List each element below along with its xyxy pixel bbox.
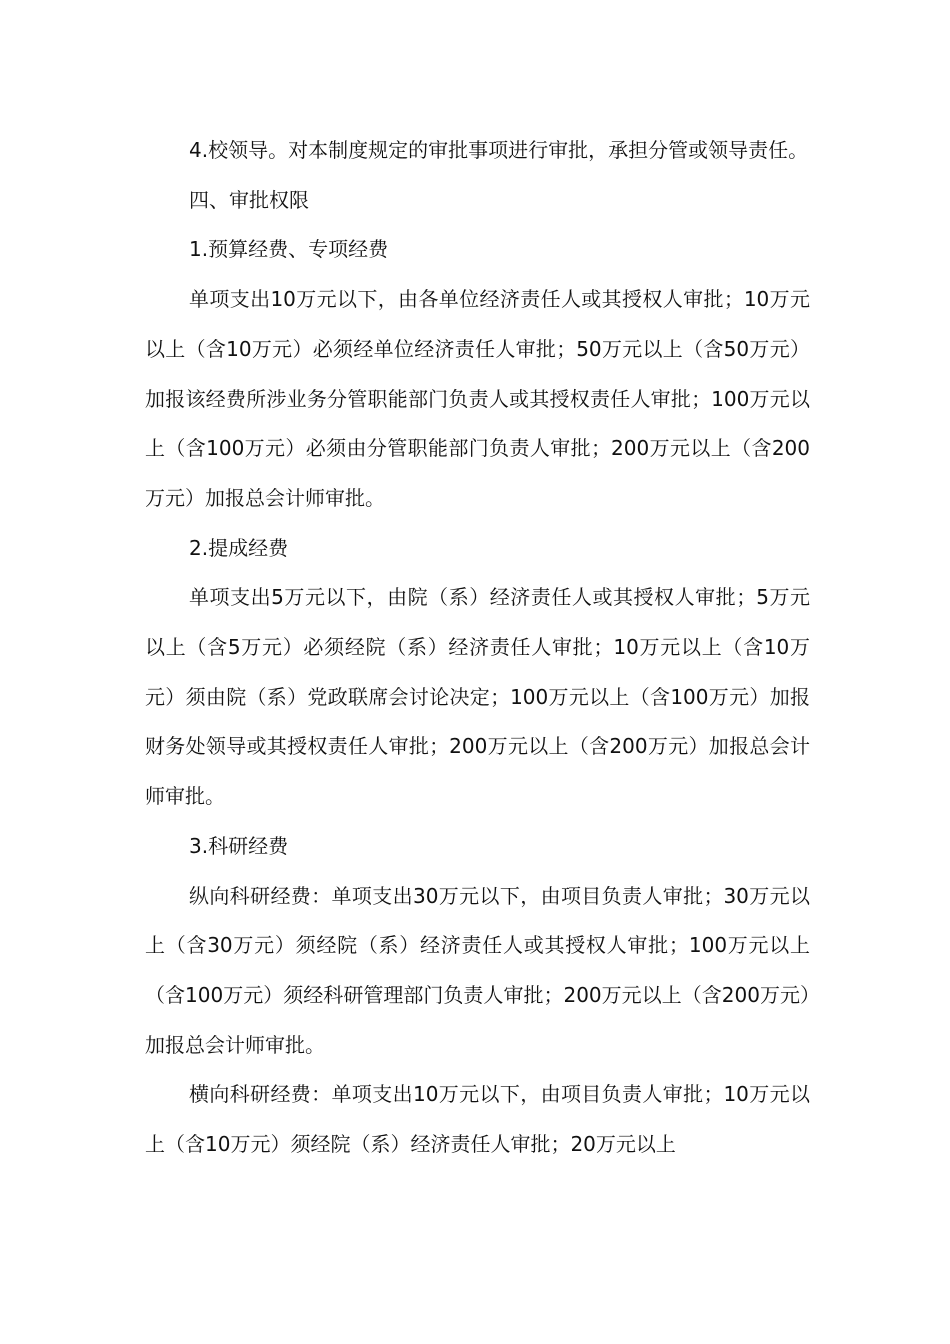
document-body	[145, 126, 810, 1170]
subheading-budget-funds: 1.预算经费、专项经费	[189, 237, 389, 262]
paragraph-school-leaders: 4.校领导。对本制度规定的审批事项进行审批，承担分管或领导责任。	[189, 138, 809, 162]
paragraph-vertical-research-funds: 纵向科研经费：单项支出30万元以下，由项目负责人审批；30万元以上（含30万元）须经院（系）经济责任人或其授权人审批；100万元以上（含100万元）须经科研管理部门负责人审批；200万元以上（含200万元）加报总会计师审批。	[145, 883, 810, 1057]
paragraph-commission-funds-rules: 单项支出5万元以下，由院（系）经济责任人或其授权人审批；5万元以上（含5万元）必须经院（系）经济责任人审批；10万元以上（含10万元）须由院（系）党政联席会讨论决定；100万元以上（含100万元）加报财务处领导或其授权责任人审批；200万元以上（含200万元）加报总会计师审批。	[145, 585, 810, 809]
paragraph-horizontal-research-funds: 横向科研经费：单项支出10万元以下，由项目负责人审批；10万元以上（含10万元）须经院（系）经济责任人审批；20万元以上	[145, 1082, 810, 1157]
section-heading-approval-authority: 四、审批权限	[189, 187, 309, 212]
subheading-commission-funds: 2.提成经费	[189, 535, 289, 560]
subheading-research-funds: 3.科研经费	[189, 833, 289, 858]
paragraph-budget-funds-rules: 单项支出10万元以下，由各单位经济责任人或其授权人审批；10万元以上（含10万元）必须经单位经济责任人审批；50万元以上（含50万元）加报该经费所涉业务分管职能部门负责人或其授权责任人审批；100万元以上（含100万元）必须由分管职能部门负责人审批；200万元以上（含200万元）加报总会计师审批。	[145, 287, 810, 510]
